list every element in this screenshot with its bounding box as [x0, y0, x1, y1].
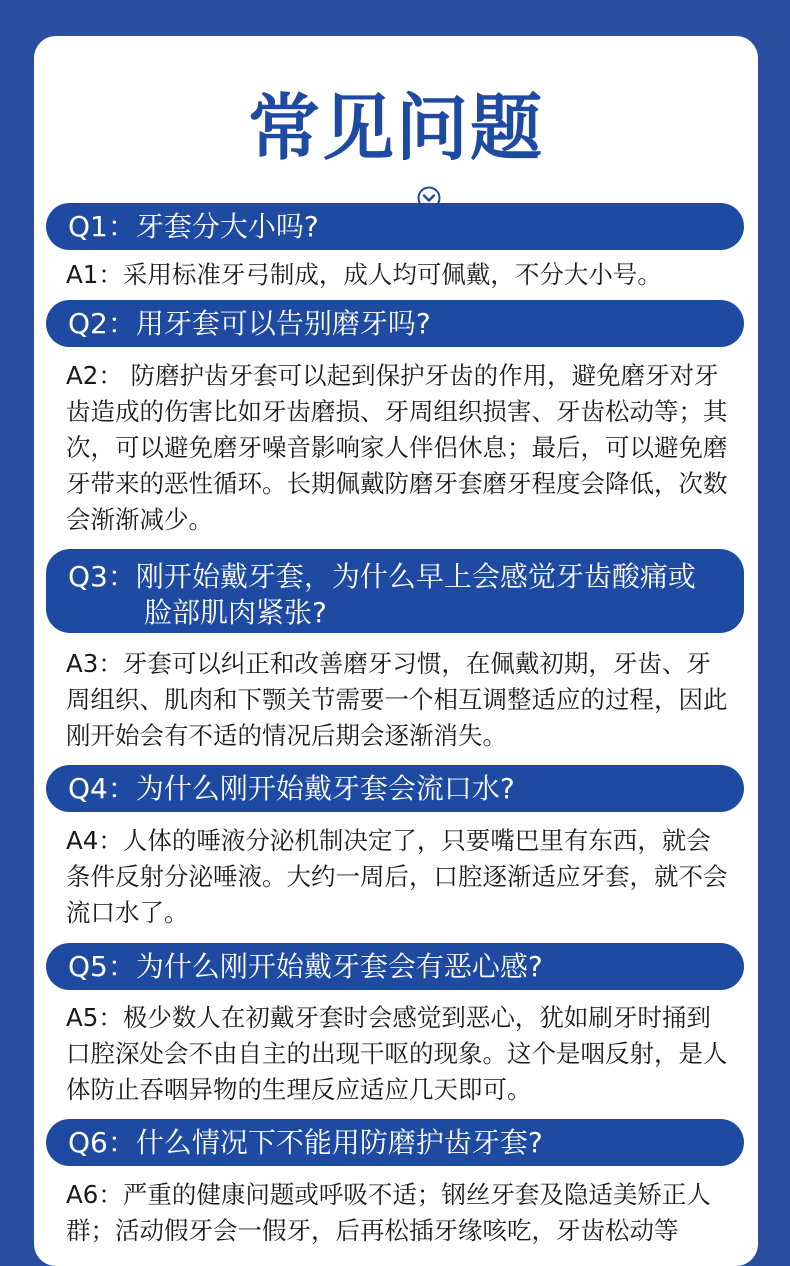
- answer-3-text: A3：牙套可以纠正和改善磨牙习惯，在佩戴初期，牙齿、牙周组织、肌肉和下颚关节需要一个相互调整适应的过程，因此刚开始会有不适的情况后期会逐渐消失。: [66, 649, 728, 750]
- answer-4-text: A4：人体的唾液分泌机制决定了，只要嘴巴里有东西，就会条件反射分泌唾液。大约一周后，口腔逐渐适应牙套，就不会流口水了。: [66, 826, 728, 927]
- question-3-text: Q3：刚开始戴牙套，为什么早上会感觉牙齿酸痛或脸部肌肉紧张?: [68, 560, 696, 629]
- question-1-bar: [46, 203, 744, 250]
- question-2-text: Q2：用牙套可以告别磨牙吗?: [68, 306, 431, 340]
- question-6-bar: [46, 1119, 744, 1166]
- question-5-text: Q5：为什么刚开始戴牙套会有恶心感?: [68, 949, 543, 983]
- question-4-bar: [46, 765, 744, 812]
- answer-6-text: A6：严重的健康问题或呼吸不适；钢丝牙套及隐适美矫正人群；活动假牙会一假牙，后再松插牙缘咳吃，牙齿松动等: [66, 1180, 711, 1245]
- answer-5-text: A5：极少数人在初戴牙套时会感觉到恶心，犹如刷牙时捅到口腔深处会不由自主的出现干呕的现象。这个是咽反射，是人体防止吞咽异物的生理反应适应几天即可。: [66, 1003, 728, 1104]
- question-4-text: Q4：为什么刚开始戴牙套会流口水?: [68, 771, 515, 805]
- question-5-bar: [46, 943, 744, 990]
- question-3-bar: [46, 549, 744, 633]
- answer-2-text: A2： 防磨护齿牙套可以起到保护牙齿的作用，避免磨牙对牙齿造成的伤害比如牙齿磨损、牙周组织损害、牙齿松动等；其次，可以避免磨牙噪音影响家人伴侣休息；最后，可以避免磨牙带来的恶性循环。长期佩戴防磨牙套磨牙程度会降低，次数会渐渐减少。: [66, 361, 728, 534]
- question-2-bar: [46, 300, 744, 347]
- question-1-text: Q1：牙套分大小吗?: [68, 209, 319, 243]
- question-6-text: Q6：什么情况下不能用防磨护齿牙套?: [68, 1125, 543, 1159]
- answer-1-text: A1：采用标准牙弓制成，成人均可佩戴，不分大小号。: [66, 260, 662, 289]
- page-title: 常见问题: [247, 86, 544, 170]
